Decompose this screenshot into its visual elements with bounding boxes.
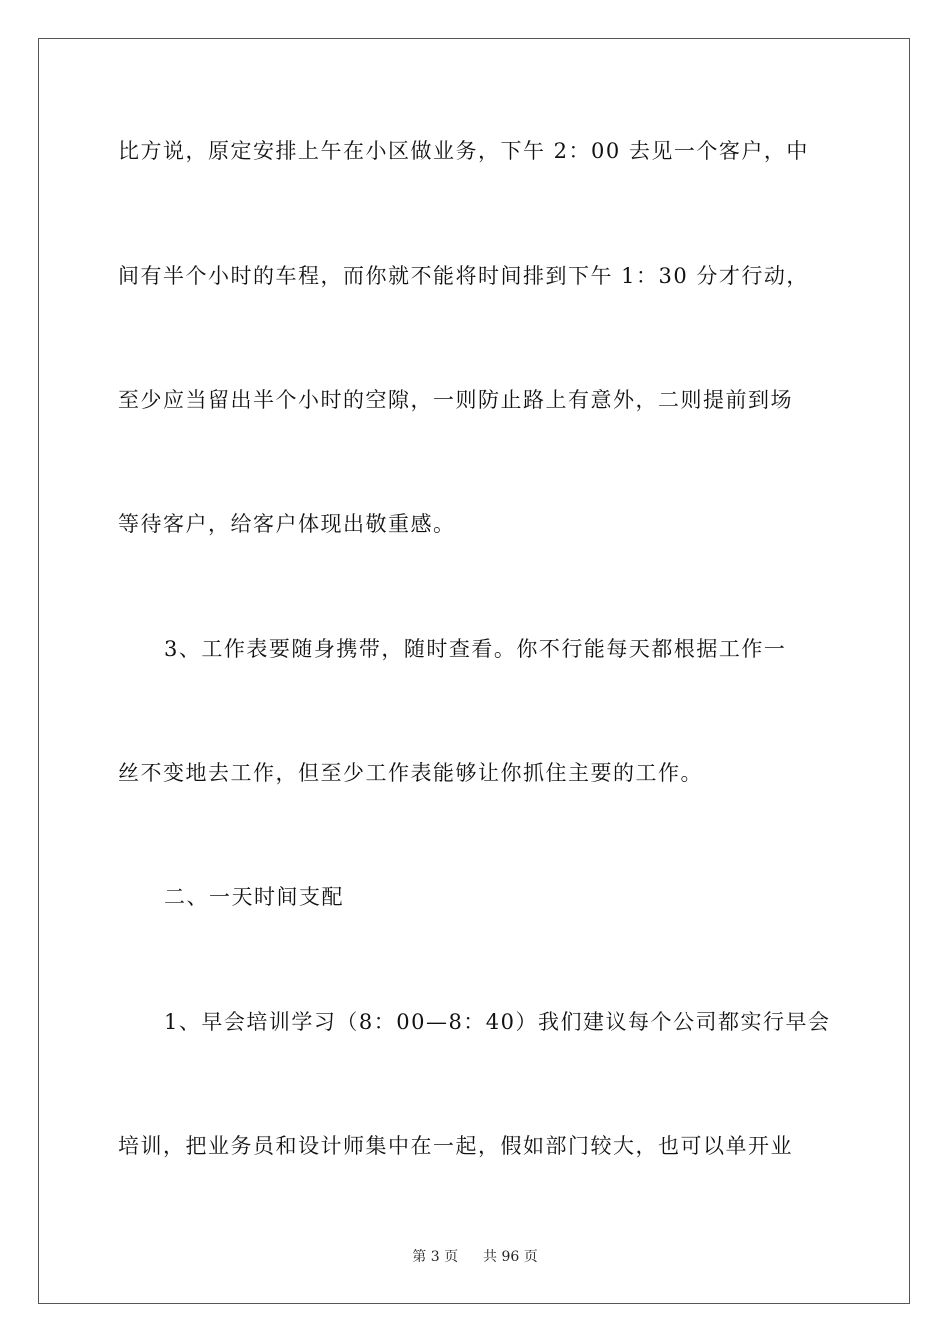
paragraph-line: 等待客户，给客户体现出敬重感。 [118, 512, 456, 536]
paragraph-line: 至少应当留出半个小时的空隙，一则防止路上有意外，二则提前到场 [118, 388, 793, 412]
section-heading: 二、一天时间支配 [164, 885, 344, 909]
page-number: 第 3 页 [412, 1249, 459, 1265]
page-total: 共 96 页 [483, 1249, 538, 1265]
paragraph-line: 比方说，原定安排上午在小区做业务，下午 2：00 去见一个客户，中 [118, 139, 809, 163]
paragraph-line: 1、早会培训学习（8：00—8：40）我们建议每个公司都实行早会 [164, 1010, 831, 1034]
page-frame [38, 38, 910, 1304]
paragraph-line: 培训，把业务员和设计师集中在一起，假如部门较大，也可以单开业 [118, 1134, 793, 1158]
paragraph-line: 间有半个小时的车程，而你就不能将时间排到下午 1：30 分才行动， [118, 264, 809, 288]
paragraph-line: 丝不变地去工作，但至少工作表能够让你抓住主要的工作。 [118, 761, 703, 785]
paragraph-line: 3、工作表要随身携带，随时查看。你不行能每天都根据工作一 [164, 637, 787, 661]
page-footer [0, 1248, 950, 1266]
